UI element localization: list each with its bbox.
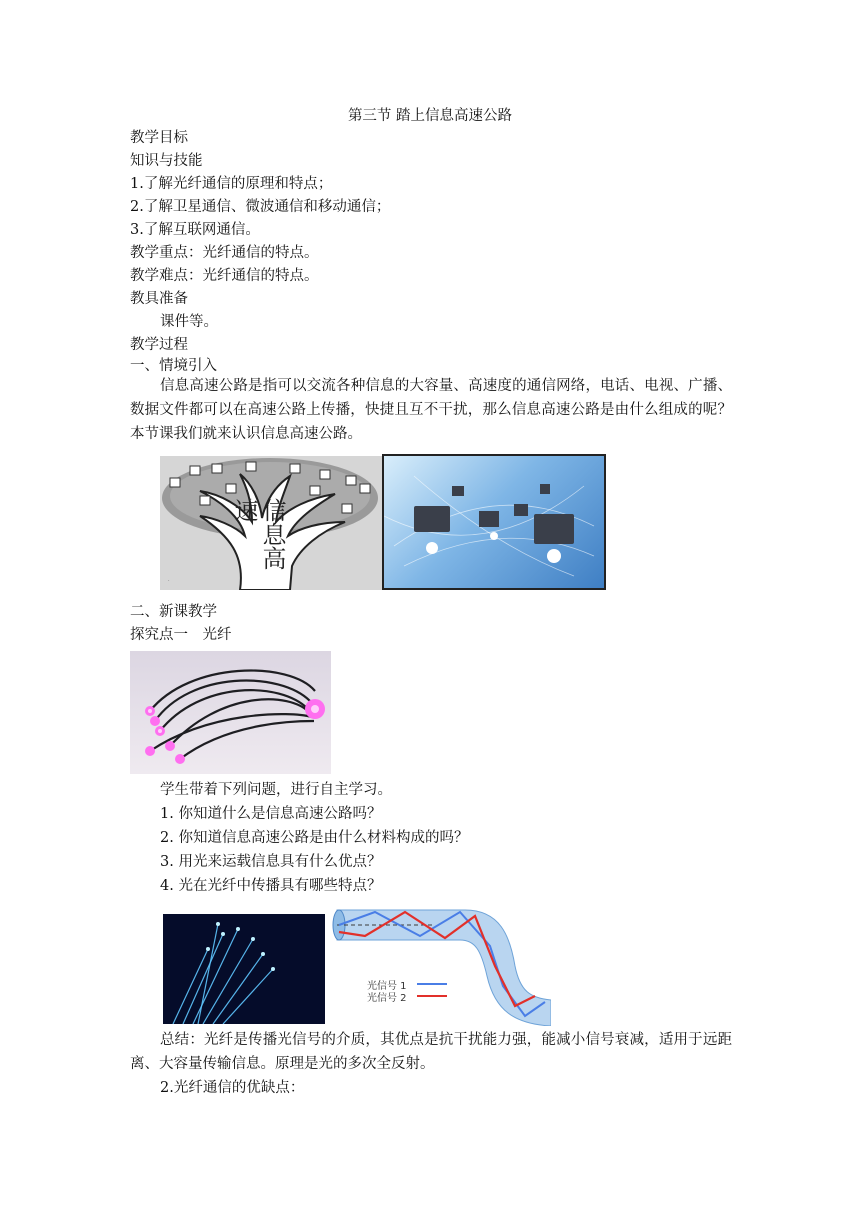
question-3: 3. 用光来运载信息具有什么优点？: [160, 854, 382, 870]
key-point: 教学重点：光纤通信的特点。: [130, 245, 319, 261]
study-intro: 学生带着下列问题，进行自主学习。: [160, 782, 392, 798]
summary-paragraph: 总结：光纤是传播光信号的介质，其优点是抗干扰能力强，能减小信号衰减，适用于远距离、大容量传输信息。原理是光的多次全反射。: [130, 1032, 732, 1072]
heading-goals: 教学目标: [130, 130, 188, 146]
goal-3: 3.了解互联网通信。: [130, 222, 260, 238]
fiber-light-image: [163, 914, 325, 1024]
goal-1: 1.了解光纤通信的原理和特点；: [130, 176, 333, 192]
difficulty: 教学难点：光纤通信的特点。: [130, 268, 319, 284]
svg-text:·: ·: [168, 578, 170, 584]
doc-title: 第三节 踏上信息高速公路: [347, 108, 513, 124]
fiber-bundle-image: [130, 651, 331, 774]
heading-tools: 教具准备: [130, 291, 188, 307]
heading-process: 教学过程: [130, 337, 188, 353]
legend-signal-1: 光信号 1: [367, 981, 407, 992]
reflection-diagram: [325, 906, 551, 1026]
tree-text: 信息高速: [230, 498, 286, 570]
network-image: [382, 454, 606, 590]
question-1: 1. 你知道什么是信息高速公路吗？: [160, 806, 382, 822]
heading-knowledge: 知识与技能: [130, 153, 203, 169]
heading-new: 二、新课教学: [130, 604, 217, 620]
question-2: 2. 你知道信息高速公路是由什么材料构成的吗？: [160, 830, 469, 846]
heading-explore1: 探究点一 光纤: [130, 627, 232, 643]
tools-text: 课件等。: [160, 314, 218, 330]
tree-image: [160, 456, 382, 590]
intro-paragraph: 信息高速公路是指可以交流各种信息的大容量、高速度的通信网络，电话、电视、广播、数据文件都可以在高速公路上传播，快捷且互不干扰，那么信息高速公路是由什么组成的呢？本节课我们就来认识信息高速公路。: [130, 378, 732, 442]
heading-intro: 一、情境引入: [130, 358, 217, 374]
legend-signal-2: 光信号 2: [367, 993, 407, 1004]
goal-2: 2.了解卫星通信、微波通信和移动通信；: [130, 199, 391, 215]
advantages-heading: 2.光纤通信的优缺点：: [160, 1080, 305, 1096]
question-4: 4. 光在光纤中传播具有哪些特点？: [160, 878, 382, 894]
